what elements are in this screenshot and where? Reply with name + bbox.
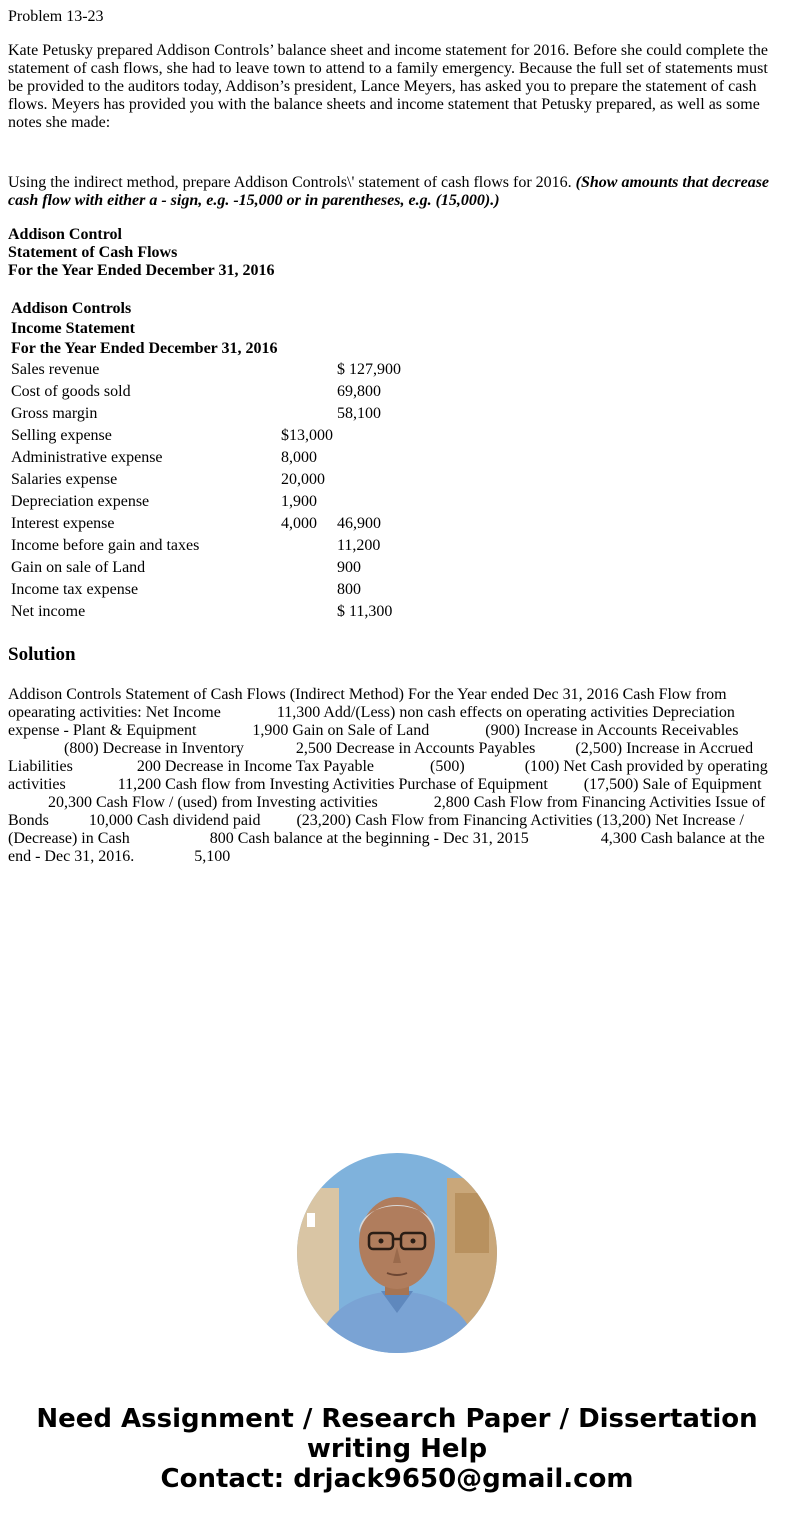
solution-part: 20,300 Cash Flow / (used) from Investing activities [48,794,378,811]
solution-part: (17,500) Sale of Equipment [583,776,762,793]
solution-part: (23,200) Cash Flow from Financing Activities (13,200) Net Increase / (Decrease) in Cash [8,812,744,847]
row-label: Sales revenue [11,361,100,378]
income-company: Addison Controls [11,300,132,317]
row-label: Income tax expense [11,581,139,598]
left-eye [379,1239,384,1244]
problem-instructions [8,174,786,210]
row-right-amount: 800 [337,581,361,598]
solution-part: (500) [430,758,465,775]
income-header-row [10,300,438,318]
row-mid-amount [280,602,334,622]
row-label: Administrative expense [11,449,163,466]
solution-part: (100) Net Cash provided by operating activities [8,758,768,793]
row-right-amount: 58,100 [337,405,381,422]
problem-id: Problem 13-23 [8,8,104,25]
row-label: Income before gain and taxes [11,537,200,554]
row-right-amount: $ 11,300 [337,603,393,620]
row-label: Cost of goods sold [11,383,131,400]
table-row [10,360,438,380]
row-mid-amount: $13,000 [281,427,333,444]
instruction-emphasis: (Show amounts that decrease cash flow with either a - sign, e.g. -15,000 or in parentheses, e.g. (15,000).) [8,174,770,209]
row-right-amount [336,492,438,512]
row-mid-amount: 1,900 [281,493,317,510]
row-right-amount [336,470,438,490]
row-label: Depreciation expense [11,493,150,510]
solution-part: 1,900 Gain on Sale of Land [252,722,430,739]
promo-banner [0,1404,794,1494]
row-right-amount: 46,900 [337,515,381,532]
solution-part: (900) Increase in Accounts Receivables [485,722,739,739]
solution-part: (2,500) Increase in Accrued Liabilities [8,740,754,775]
row-right-amount: 11,200 [337,537,381,554]
banner-line-2: writing Help [306,1434,488,1464]
author-avatar [297,1153,497,1353]
income-header-row [10,340,438,358]
cash-flow-company: Addison Control [8,226,122,243]
solution-part: 2,800 Cash Flow from Financing Activities Issue of Bonds [8,794,766,829]
row-right-amount [336,426,438,446]
row-mid-amount: 4,000 [281,515,317,532]
left-wall [297,1188,339,1328]
solution-part: 2,500 Decrease in Accounts Payables [295,740,536,757]
solution-part: Addison Controls Statement of Cash Flows (Indirect Method) For the Year ended Dec 31, 2016 Cash Flow from opearating activities: Net Income [8,686,727,721]
cash-flow-title: Statement of Cash Flows [8,244,178,261]
table-row [10,602,438,622]
table-row [10,426,438,446]
solution-part: 4,300 Cash balance at the end - Dec 31, 2016. [8,830,765,865]
problem-intro: Kate Petusky prepared Addison Controls’ balance sheet and income statement for 2016. Before she could complete the statement of cash flows, she had to leave town to attend to a family emergency. Because the full set of statements must be provided to the auditors today, Addison’s president, Lance Meyers, has asked you to prepare the statement of cash flows. Meyers has provided you with the balance sheets and income statement that Petusky prepared, as well as some notes she made: [8,42,768,131]
solution-part: 11,200 Cash flow from Investing Activities Purchase of Equipment [117,776,548,793]
row-label: Net income [11,603,86,620]
table-row [10,514,438,534]
wall-switch [307,1213,315,1227]
row-mid-amount [280,536,334,556]
row-right-amount: 900 [337,559,361,576]
solution-part: 5,100 [194,848,231,865]
solution-part: 800 Cash balance at the beginning - Dec 31, 2015 [209,830,529,847]
table-row [10,404,438,424]
row-label: Gain on sale of Land [11,559,146,576]
income-statement-table [8,298,440,624]
row-right-amount [336,448,438,468]
row-mid-amount [280,580,334,600]
banner-contact: Contact: drjack9650@gmail.com [160,1464,634,1494]
table-row [10,470,438,490]
row-mid-amount [280,382,334,402]
solution-part: 200 Decrease in Income Tax Payable [136,758,375,775]
income-title: Income Statement [11,320,135,337]
spacer [8,148,786,174]
author-portrait-image [297,1153,497,1353]
solution-part: (800) Decrease in Inventory [64,740,244,757]
banner-line-1: Need Assignment / Research Paper / Dissertation [36,1404,758,1434]
solution-body [8,686,786,866]
table-row [10,492,438,512]
income-header-row [10,320,438,338]
row-right-amount: 69,800 [337,383,381,400]
row-label: Interest expense [11,515,115,532]
table-row [10,536,438,556]
row-mid-amount: 8,000 [281,449,317,466]
instruction-text: Using the indirect method, prepare Addison Controls\' statement of cash flows for 2016. [8,174,576,191]
row-label: Gross margin [11,405,98,422]
solution-part: 11,300 Add/(Less) non cash effects on operating activities Depreciation expense - Plant & Equipment [8,704,735,739]
cash-flow-period: For the Year Ended December 31, 2016 [8,262,275,279]
row-label: Salaries expense [11,471,118,488]
table-row [10,448,438,468]
right-eye [411,1239,416,1244]
table-row [10,382,438,402]
row-mid-amount [280,558,334,578]
row-right-amount: $ 127,900 [337,361,401,378]
cash-flow-heading [8,226,786,280]
row-mid-amount [280,360,334,380]
row-mid-amount: 20,000 [281,471,325,488]
income-period: For the Year Ended December 31, 2016 [11,340,278,357]
solution-part: 10,000 Cash dividend paid [88,812,261,829]
wall-carving [455,1193,489,1253]
table-row [10,558,438,578]
table-row [10,580,438,600]
solution-title: Solution [8,644,76,665]
row-mid-amount [280,404,334,424]
row-label: Selling expense [11,427,112,444]
